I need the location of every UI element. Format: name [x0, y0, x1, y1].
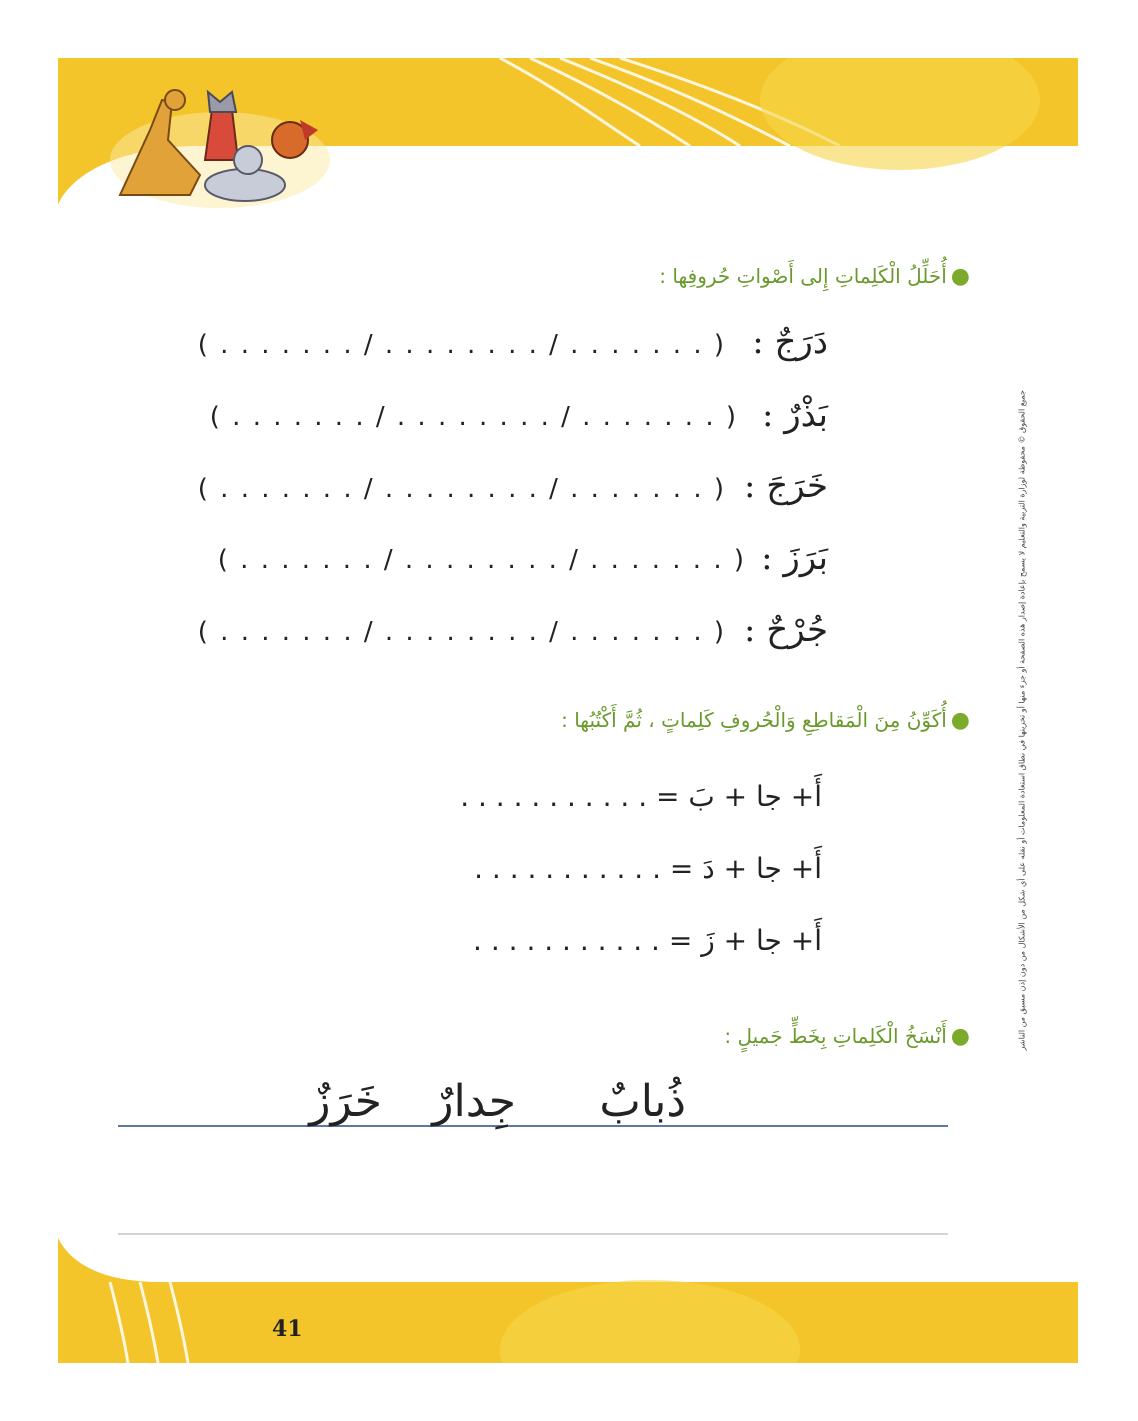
syllable-equation: أَ+ جا + بَ = . . . . . . . . . . . — [460, 780, 822, 813]
answer-slots[interactable]: ( . . . . . . . / . . . . . . . . / . . . . . . . ) — [217, 545, 746, 575]
row-word: بَذْرٌ : — [762, 395, 828, 435]
exercise-2-instruction: ●أُكَوِّنُ مِنَ الْمَقاطِعِ وَالْحُروفِ كَلِماتٍ ، ثُمَّ أَكْتُبُها : — [561, 708, 970, 733]
answer-slots[interactable]: ( . . . . . . . / . . . . . . . . / . . . . . . . ) — [197, 330, 726, 360]
bullet-icon: ● — [950, 1024, 970, 1049]
answer-slots[interactable]: ( . . . . . . . / . . . . . . . . / . . . . . . . ) — [209, 402, 738, 432]
analysis-row — [752, 322, 828, 362]
syllable-equation: أَ+ جا + دَ = . . . . . . . . . . . — [474, 852, 822, 885]
copy-word: خَرَزٌ — [309, 1076, 382, 1127]
analysis-row — [744, 610, 828, 650]
exercise-1-instruction: ●أُحَلِّلُ الْكَلِماتِ إِلى أَصْواتِ حُروفِها : — [659, 264, 970, 289]
bullet-icon: ● — [950, 264, 970, 289]
answer-slots[interactable]: ( . . . . . . . / . . . . . . . . / . . . . . . . ) — [197, 617, 726, 647]
answer-blank[interactable]: . . . . . . . . . . . — [460, 780, 648, 813]
row-word: خَرَجَ : — [744, 466, 828, 506]
row-word: بَرَزَ : — [761, 538, 828, 578]
copy-word: ذُبابٌ — [599, 1076, 686, 1127]
answer-blank[interactable]: . . . . . . . . . . . — [473, 924, 660, 957]
syllable-equation: أَ+ جا + زَ = . . . . . . . . . . . — [473, 924, 822, 957]
exercise-3-instruction: ●أَنْسَخُ الْكَلِماتِ بِخَطٍّ جَميلٍ : — [724, 1024, 970, 1049]
copy-word: جِدارٌ — [432, 1076, 516, 1127]
copyright-note: جميع الحقوق © محفوظة لوزارة التربية والتعليم لا يسمح بإعادة إصدار هذه الصفحة أو جزء منها أو تخزينها في نطاق استعادة المعلومات أو نقله على أي شكل من الأشكال من دون إذن مسبق من الناشر — [1017, 390, 1027, 1051]
row-word: دَرَجٌ : — [752, 322, 828, 362]
analysis-row — [744, 466, 828, 506]
bullet-icon: ● — [950, 708, 970, 733]
analysis-row — [762, 395, 828, 435]
answer-slots[interactable]: ( . . . . . . . / . . . . . . . . / . . . . . . . ) — [197, 474, 726, 504]
row-word: جُرْحٌ : — [744, 610, 828, 650]
answer-blank[interactable]: . . . . . . . . . . . — [474, 852, 662, 885]
page-number: 41 — [272, 1316, 303, 1342]
analysis-row — [761, 538, 828, 578]
